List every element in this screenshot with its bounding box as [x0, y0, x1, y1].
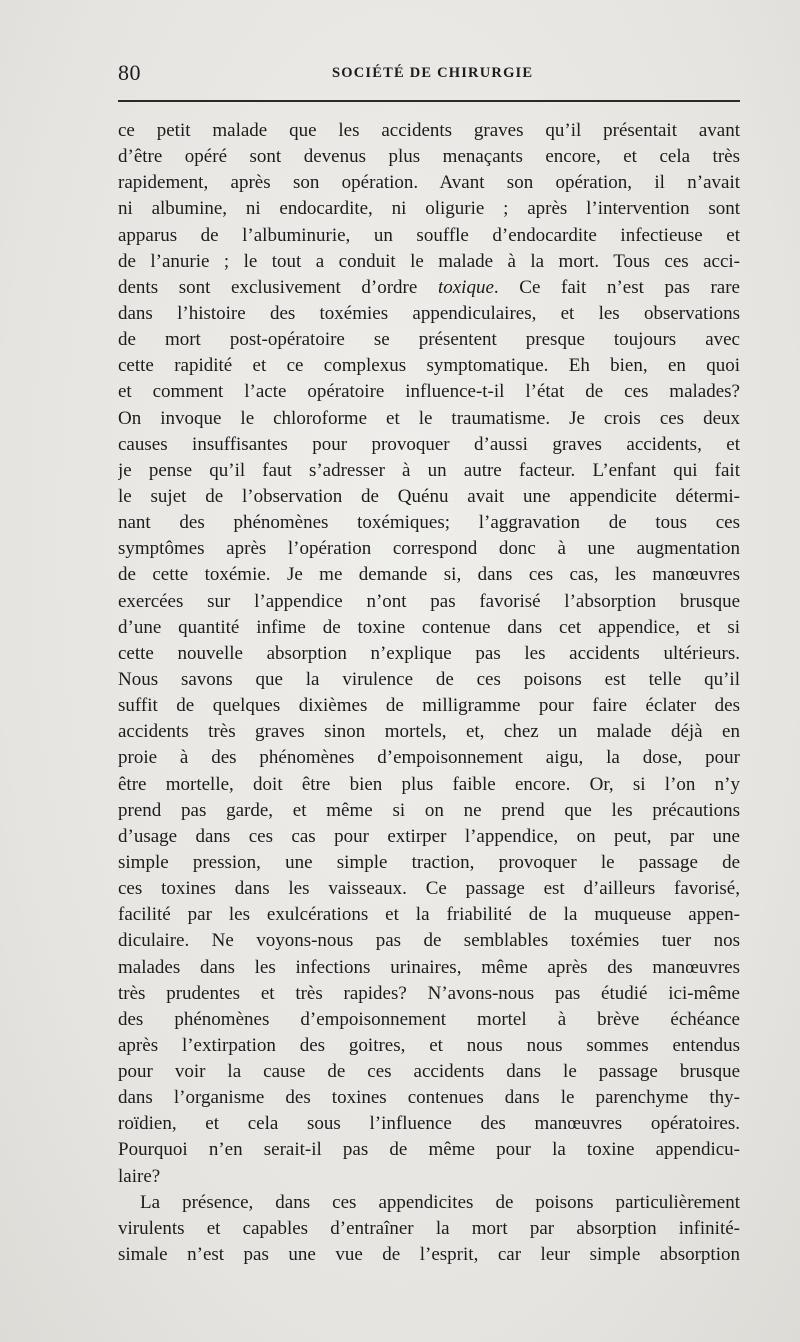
paragraph: [118, 1190, 740, 1268]
text-line: dans l’histoire des toxémies appendiculaires, et les observations: [118, 302, 740, 324]
text-line: cette rapidité et ce complexus symptomatique. Eh bien, en quoi: [118, 355, 740, 377]
text-line: rapidement, après son opération. Avant son opération, il n’avait: [118, 172, 740, 194]
running-head: SOCIÉTÉ DE CHIRURGIE: [332, 65, 534, 81]
text-line: simale n’est pas une vue de l’esprit, car leur simple absorption: [118, 1244, 740, 1266]
text-line: nant des phénomènes toxémiques; l’aggravation de tous ces: [118, 512, 740, 534]
text-line: simple pression, une simple traction, provoquer le passage de: [118, 851, 740, 873]
text-line: apparus de l’albuminurie, un souffle d’endocardite infectieuse et: [118, 224, 740, 246]
text-line: roïdien, et cela sous l’influence des manœuvres opératoires.: [118, 1113, 740, 1135]
page-number: 80: [118, 60, 141, 85]
text-segment: . Ce fait n’est pas rare: [493, 276, 740, 298]
text-line: de mort post-opératoire se présentent presque toujours avec: [118, 329, 740, 351]
text-line: de l’anurie ; le tout a conduit le malade à la mort. Tous ces acci-: [118, 250, 740, 272]
text-line: proie à des phénomènes d’empoisonnement aigu, la dose, pour: [118, 747, 740, 769]
text-line: après l’extirpation des goitres, et nous nous sommes entendus: [118, 1034, 740, 1056]
text-line: ce petit malade que les accidents graves qu’il présentait avant: [118, 120, 740, 141]
text-line: le sujet de l’observation de Quénu avait une appendicite détermi-: [118, 485, 740, 507]
text-line: je pense qu’il faut s’adresser à un autre facteur. L’enfant qui fait: [118, 459, 740, 481]
text-line: La présence, dans ces appendicites de poisons particulièrement: [140, 1191, 740, 1213]
text-line: être mortelle, doit être bien plus faible encore. Or, si l’on n’y: [118, 773, 740, 795]
text-line: de cette toxémie. Je me demande si, dans ces cas, les manœuvres: [118, 564, 740, 586]
italic-term: toxique: [437, 276, 494, 298]
text-line: dans l’organisme des toxines contenues dans le parenchyme thy-: [118, 1087, 740, 1109]
text-line: accidents très graves sinon mortels, et, chez un malade déjà en: [118, 721, 740, 743]
page-header: [118, 58, 740, 90]
text-line: et comment l’acte opératoire influence-t-il l’état de ces malades?: [118, 381, 740, 403]
text-line: ni albumine, ni endocardite, ni oligurie ; après l’intervention sont: [118, 198, 740, 220]
text-segment: dents sont exclusivement d’ordre: [118, 276, 438, 298]
text-line: On invoque le chloroforme et le traumatisme. Je crois ces deux: [118, 407, 740, 429]
text-line: facilité par les exulcérations et la friabilité de la muqueuse appen-: [118, 904, 740, 926]
text-line: symptômes après l’opération correspond donc à une augmentation: [118, 538, 740, 560]
text-line: [118, 275, 740, 301]
text-line: ces toxines dans les vaisseaux. Ce passage est d’ailleurs favorisé,: [118, 878, 740, 900]
text-line: prend pas garde, et même si on ne prend que les précautions: [118, 799, 740, 821]
text-line: Pourquoi n’en serait-il pas de même pour la toxine appendicu-: [118, 1139, 740, 1161]
paragraph: [118, 118, 740, 1190]
text-line: des phénomènes d’empoisonnement mortel à brève échéance: [118, 1008, 740, 1030]
text-line: d’être opéré sont devenus plus menaçants encore, et cela très: [118, 146, 740, 168]
text-line: suffit de quelques dixièmes de milligramme pour faire éclater des: [118, 695, 740, 717]
text-line: causes insuffisantes pour provoquer d’aussi graves accidents, et: [118, 433, 740, 455]
text-line: d’une quantité infime de toxine contenue dans cet appendice, et si: [118, 616, 740, 638]
text-line: exercées sur l’appendice n’ont pas favorisé l’absorption brusque: [118, 590, 740, 612]
text-line: laire?: [118, 1165, 161, 1187]
text-line: diculaire. Ne voyons-nous pas de semblables toxémies tuer nos: [118, 930, 740, 952]
text-line: d’usage dans ces cas pour extirper l’appendice, on peut, par une: [118, 825, 740, 847]
text-line: malades dans les infections urinaires, même après des manœuvres: [118, 956, 740, 978]
body-text: [118, 118, 740, 1268]
text-line: très prudentes et très rapides? N’avons-nous pas étudié ici-même: [118, 982, 740, 1004]
text-line: virulents et capables d’entraîner la mort par absorption infinité-: [118, 1217, 740, 1239]
header-rule: [118, 100, 740, 102]
text-line: pour voir la cause de ces accidents dans le passage brusque: [118, 1061, 740, 1083]
text-line: Nous savons que la virulence de ces poisons est telle qu’il: [118, 668, 740, 690]
text-line: cette nouvelle absorption n’explique pas les accidents ultérieurs.: [118, 642, 740, 664]
